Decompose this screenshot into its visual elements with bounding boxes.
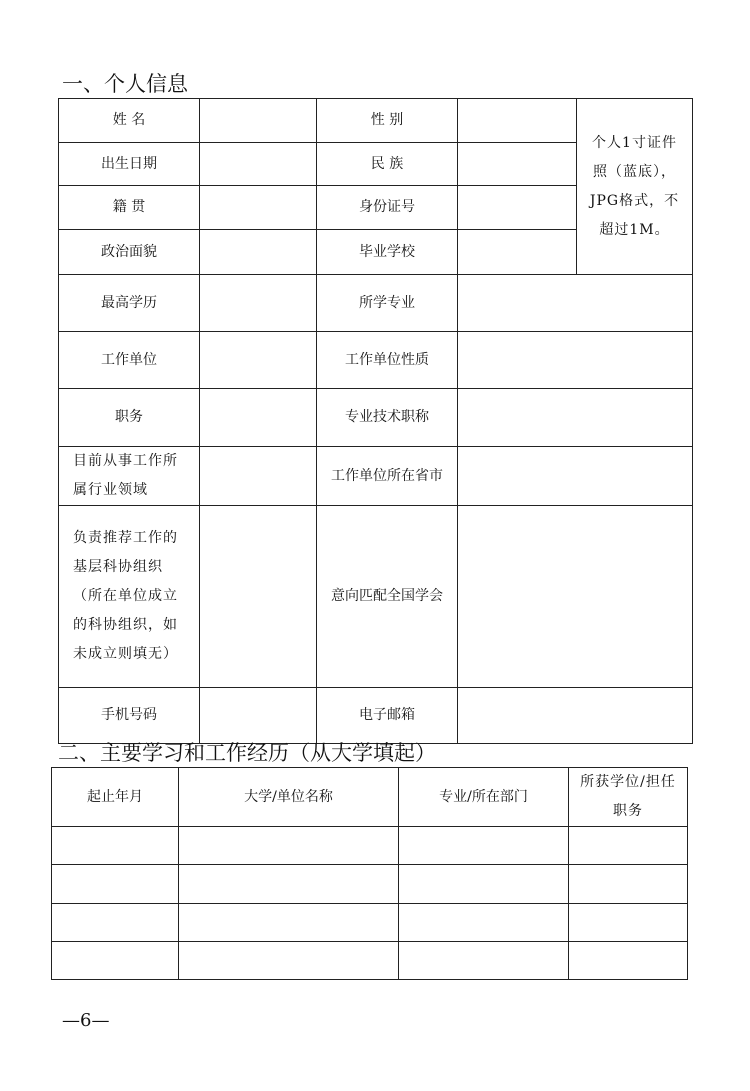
table-row xyxy=(52,827,688,865)
section-title-experience: 二、主要学习和工作经历（从大学填起） xyxy=(58,741,436,765)
label-employer-type: 工作单位性质 xyxy=(317,332,458,389)
cell-period[interactable] xyxy=(52,827,179,865)
cell-period[interactable] xyxy=(52,942,179,980)
cell-period[interactable] xyxy=(52,865,179,904)
page-number: —6— xyxy=(62,1010,110,1031)
label-highest-education: 最高学历 xyxy=(59,275,200,332)
cell-department[interactable] xyxy=(399,942,569,980)
cell-department[interactable] xyxy=(399,904,569,942)
value-position[interactable] xyxy=(200,389,317,447)
label-employer: 工作单位 xyxy=(59,332,200,389)
value-graduate-school[interactable] xyxy=(458,230,577,275)
value-industry-field[interactable] xyxy=(200,447,317,506)
value-professional-title[interactable] xyxy=(458,389,693,447)
label-employer-province: 工作单位所在省市 xyxy=(317,447,458,506)
table-row xyxy=(59,332,693,389)
value-name[interactable] xyxy=(200,99,317,143)
table-row xyxy=(59,506,693,688)
value-target-society[interactable] xyxy=(458,506,693,688)
label-email: 电子邮箱 xyxy=(317,688,458,744)
label-recommending-org: 负责推荐工作的基层科协组织（所在单位成立的科协组织，如未成立则填无） xyxy=(59,506,200,688)
table-row xyxy=(52,904,688,942)
cell-degree-position[interactable] xyxy=(569,827,688,865)
label-political-status: 政治面貌 xyxy=(59,230,200,275)
table-row xyxy=(59,688,693,744)
experience-table xyxy=(51,767,688,980)
personal-info-table xyxy=(58,98,693,744)
cell-department[interactable] xyxy=(399,865,569,904)
table-row xyxy=(59,99,693,143)
value-gender[interactable] xyxy=(458,99,577,143)
cell-institution[interactable] xyxy=(179,865,399,904)
cell-degree-position[interactable] xyxy=(569,865,688,904)
label-position: 职务 xyxy=(59,389,200,447)
value-political-status[interactable] xyxy=(200,230,317,275)
value-email[interactable] xyxy=(458,688,693,744)
cell-degree-position[interactable] xyxy=(569,942,688,980)
value-recommending-org[interactable] xyxy=(200,506,317,688)
label-professional-title: 专业技术职称 xyxy=(317,389,458,447)
label-industry-field: 目前从事工作所属行业领域 xyxy=(59,447,200,506)
value-employer-type[interactable] xyxy=(458,332,693,389)
table-row xyxy=(52,865,688,904)
label-native-place: 籍 贯 xyxy=(59,186,200,230)
table-row xyxy=(59,389,693,447)
value-highest-education[interactable] xyxy=(200,275,317,332)
cell-degree-position[interactable] xyxy=(569,904,688,942)
cell-institution[interactable] xyxy=(179,827,399,865)
header-period: 起止年月 xyxy=(52,768,179,827)
cell-institution[interactable] xyxy=(179,904,399,942)
value-employer-province[interactable] xyxy=(458,447,693,506)
cell-period[interactable] xyxy=(52,904,179,942)
table-header-row xyxy=(52,768,688,827)
value-major[interactable] xyxy=(458,275,693,332)
label-id-number: 身份证号 xyxy=(317,186,458,230)
section-title-personal-info: 一、个人信息 xyxy=(62,72,188,96)
table-row xyxy=(59,275,693,332)
label-ethnicity: 民 族 xyxy=(317,143,458,186)
value-mobile[interactable] xyxy=(200,688,317,744)
table-row xyxy=(59,447,693,506)
cell-department[interactable] xyxy=(399,827,569,865)
label-major: 所学专业 xyxy=(317,275,458,332)
label-birthdate: 出生日期 xyxy=(59,143,200,186)
label-gender: 性 别 xyxy=(317,99,458,143)
photo-note: 个人1寸证件照（蓝底），JPG格式，不超过1M。 xyxy=(589,134,680,238)
label-graduate-school: 毕业学校 xyxy=(317,230,458,275)
value-native-place[interactable] xyxy=(200,186,317,230)
photo-box[interactable] xyxy=(577,99,693,275)
header-institution: 大学/单位名称 xyxy=(179,768,399,827)
value-ethnicity[interactable] xyxy=(458,143,577,186)
label-mobile: 手机号码 xyxy=(59,688,200,744)
label-target-society: 意向匹配全国学会 xyxy=(317,506,458,688)
header-department: 专业/所在部门 xyxy=(399,768,569,827)
header-degree-position: 所获学位/担任职务 xyxy=(569,768,688,827)
cell-institution[interactable] xyxy=(179,942,399,980)
label-name: 姓 名 xyxy=(59,99,200,143)
table-row xyxy=(52,942,688,980)
value-employer[interactable] xyxy=(200,332,317,389)
value-id-number[interactable] xyxy=(458,186,577,230)
value-birthdate[interactable] xyxy=(200,143,317,186)
